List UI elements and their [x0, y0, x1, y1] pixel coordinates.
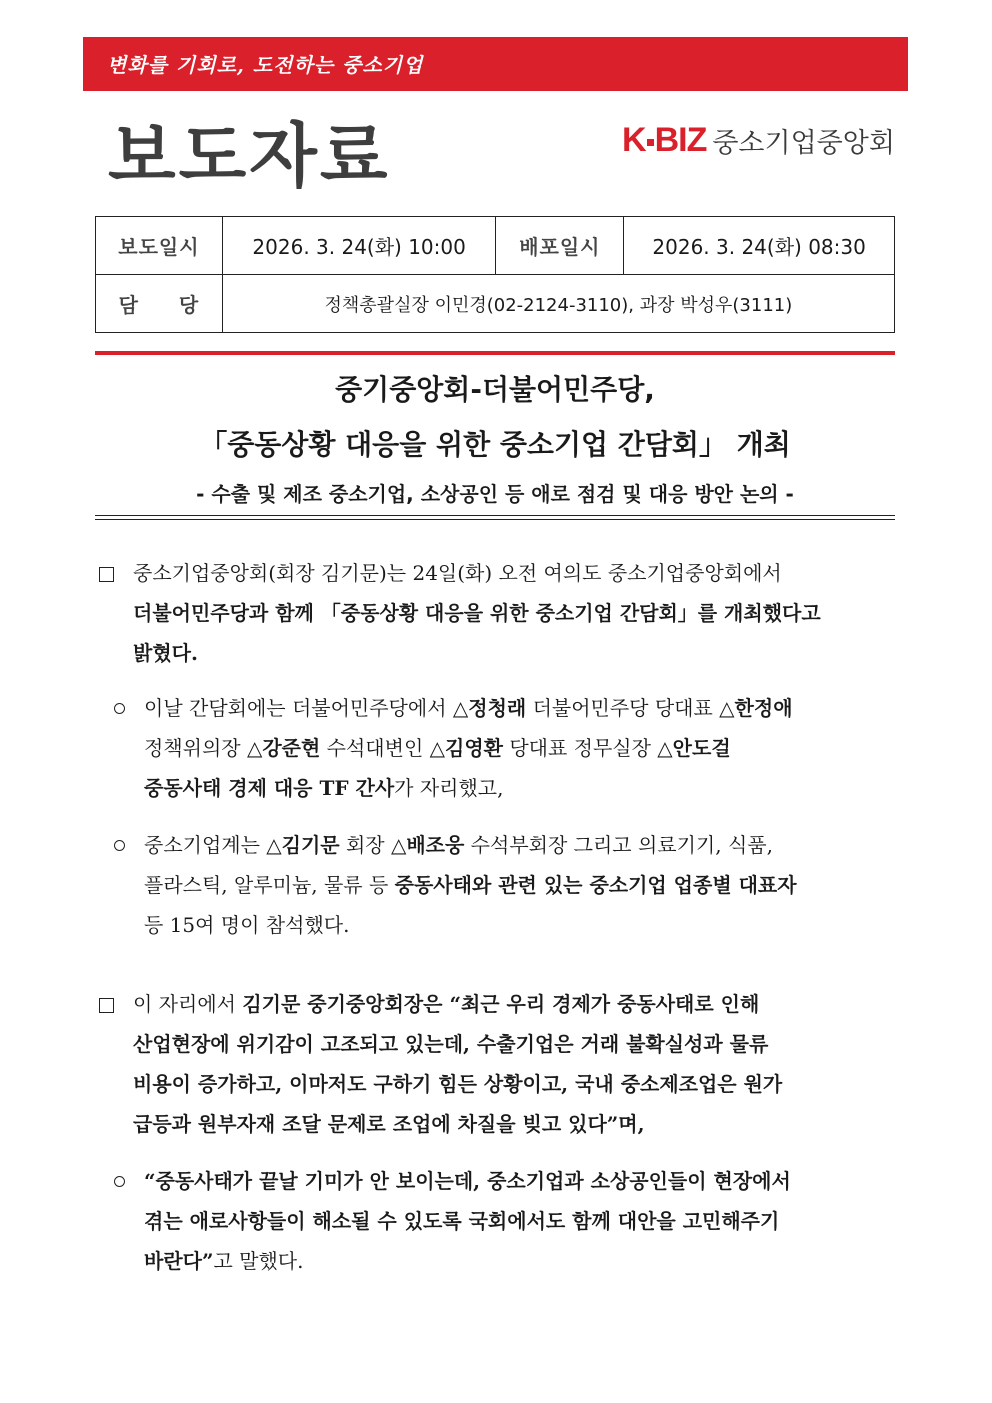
- red-divider: [95, 351, 895, 355]
- release-date-label: [496, 217, 624, 275]
- square-bullet-icon: [99, 998, 114, 1013]
- text-span: 당대표 정무실장: [502, 736, 658, 760]
- contact-value: 정책총괄실장 이민경(02-2124-3110), 과장 박성우(3111): [222, 275, 894, 333]
- square-bullet-icon: [99, 567, 114, 582]
- text-span-bold: 김기문 중기중앙회장은 “최근 우리 경제가 중동사태로 인해: [242, 992, 760, 1016]
- person-name: △김기문: [266, 833, 340, 857]
- double-rule-top: [95, 515, 895, 516]
- table-row: [96, 217, 895, 275]
- person-name: △김영환: [429, 736, 503, 760]
- paragraph-2a: [144, 1161, 895, 1281]
- paragraph-2: [133, 984, 895, 1144]
- press-date-label: [96, 217, 223, 275]
- contact-label-2: 당: [178, 293, 200, 317]
- contact-label: [96, 275, 223, 333]
- release-info-table: [95, 216, 895, 333]
- subheadline: - 수출 및 제조 중소기업, 소상공인 등 애로 점검 및 대응 방안 논의 -: [196, 482, 794, 506]
- contact-label-1: 담: [118, 293, 139, 317]
- paragraph-line: [144, 825, 895, 865]
- logo-org-name: 중소기업중앙회: [712, 127, 895, 159]
- paragraph-line: 밝혔다.: [133, 641, 198, 665]
- text-span: 정책위의장: [144, 736, 247, 760]
- person-name: △배조웅: [390, 833, 465, 857]
- release-date-value: 2026. 3. 24(화) 08:30: [624, 217, 895, 275]
- paragraph-line: 겪는 애로사항들이 해소될 수 있도록 국회에서도 함께 대안을 고민해주기: [144, 1209, 780, 1233]
- person-name: △강준현: [246, 736, 321, 760]
- paragraph-line: 중소기업중앙회(회장 김기문)는 24일(화) 오전 여의도 중소기업중앙회에서: [133, 561, 782, 585]
- release-date-label-text: 배포일시: [519, 235, 601, 259]
- paragraph-line: 산업현장에 위기감이 고조되고 있는데, 수출기업은 거래 불확실성과 물류: [133, 1032, 769, 1056]
- text-span-bold: 중동사태와 관련 있는 중소기업 업종별 대표자: [394, 873, 797, 897]
- person-name: △안도걸: [657, 736, 731, 760]
- text-span: 수석부회장 그리고 의료기기, 식품,: [464, 833, 773, 857]
- paragraph-line: [144, 728, 895, 768]
- table-row: [96, 275, 895, 333]
- person-title: 중동사태 경제 대응 TF 간사: [144, 776, 395, 800]
- doc-type-title: 보도자료: [108, 115, 391, 197]
- text-span: 회장: [339, 833, 391, 857]
- person-name: △한정애: [719, 696, 793, 720]
- paragraph-line: 급등과 원부자재 조달 문제로 조업에 차질을 빚고 있다”며,: [133, 1112, 645, 1136]
- text-span: 고 말했다.: [213, 1249, 304, 1273]
- person-name: △정청래: [452, 696, 527, 720]
- header-banner: [83, 37, 908, 91]
- paragraph-line: 등 15여 명이 참석했다.: [144, 913, 350, 937]
- text-span: 가 자리했고,: [394, 776, 504, 800]
- kbiz-logo: [622, 118, 895, 162]
- slogan: 변화를 기회로, 도전하는 중소기업: [107, 53, 424, 77]
- logo-mark-k: K: [622, 120, 646, 159]
- press-date-value: 2026. 3. 24(화) 10:00: [222, 217, 496, 275]
- circle-bullet-icon: [114, 703, 125, 714]
- text-span: 수석대변인: [320, 736, 430, 760]
- text-span: 이 자리에서: [133, 992, 243, 1016]
- paragraph-1a: [144, 688, 895, 808]
- paragraph-line: [133, 984, 895, 1024]
- paragraph-line: 비용이 증가하고, 이마저도 구하기 힘든 상황이고, 국내 중소제조업은 원가: [133, 1072, 783, 1096]
- text-span: 플라스틱, 알루미늄, 물류 등: [144, 873, 395, 897]
- paragraph-line: [144, 865, 895, 905]
- headline-line-1: 중기중앙회-더불어민주당,: [335, 373, 655, 406]
- circle-bullet-icon: [114, 1176, 125, 1187]
- paragraph-line: “중동사태가 끝날 기미가 안 보이는데, 중소기업과 소상공인들이 현장에서: [144, 1169, 791, 1193]
- text-span: 더불어민주당 당대표: [526, 696, 720, 720]
- text-span: 이날 간담회에는 더불어민주당에서: [144, 696, 453, 720]
- logo-dot-icon: [647, 139, 654, 146]
- paragraph-line: [144, 1241, 895, 1281]
- paragraph-1: [133, 553, 895, 673]
- headline-line-2: 「중동상황 대응을 위한 중소기업 간담회」 개최: [199, 428, 791, 461]
- text-span-bold: 바란다”: [144, 1249, 214, 1273]
- circle-bullet-icon: [114, 840, 125, 851]
- logo-mark-biz: BIZ: [654, 120, 707, 159]
- paragraph-line: [144, 688, 895, 728]
- press-date-label-text: 보도일시: [118, 235, 200, 259]
- paragraph-line: 더불어민주당과 함께 「중동상황 대응을 위한 중소기업 간담회」를 개최했다고: [133, 601, 821, 625]
- double-rule-bottom: [95, 519, 895, 520]
- paragraph-1b: [144, 825, 895, 945]
- paragraph-line: [144, 768, 895, 808]
- text-span: 중소기업계는: [144, 833, 267, 857]
